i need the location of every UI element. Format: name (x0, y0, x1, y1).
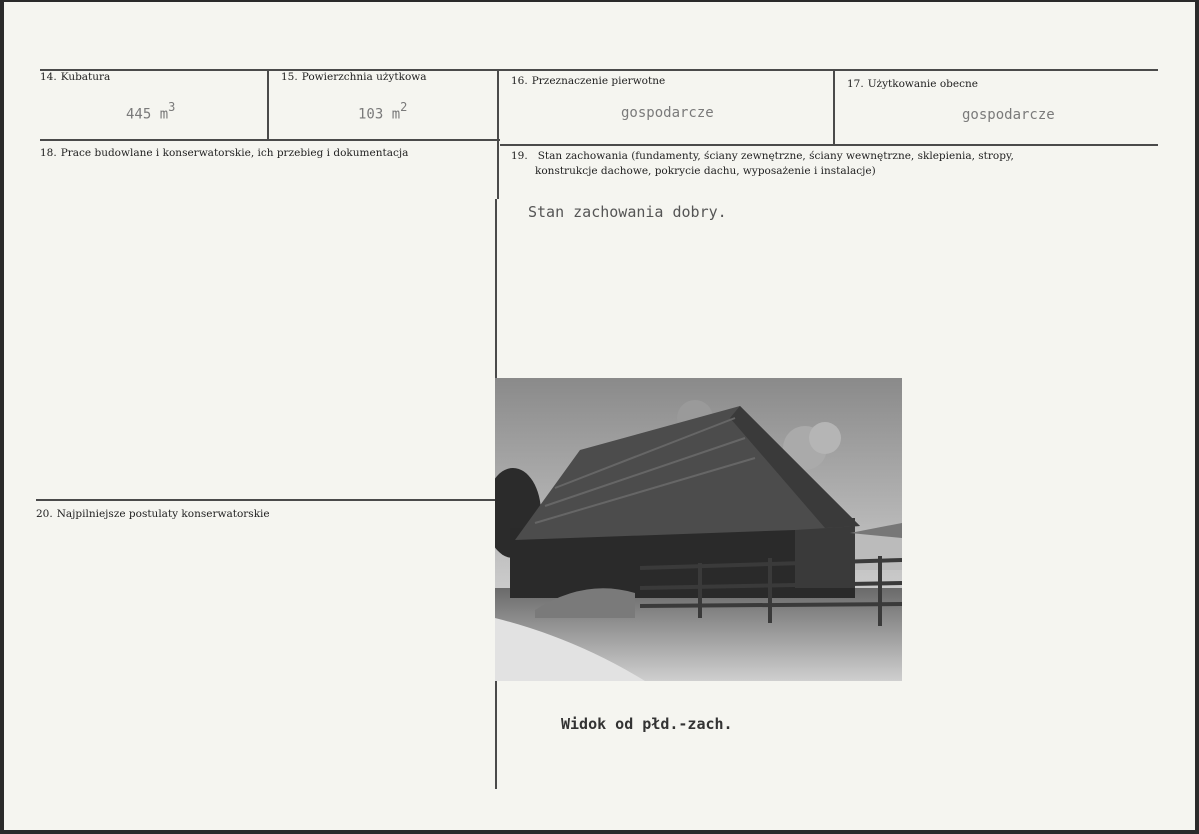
field-15-value (358, 102, 407, 123)
inventory-card (4, 2, 1195, 830)
top-rule (40, 69, 1158, 71)
field-19-value: Stan zachowania dobry. (528, 203, 727, 221)
field-16-label (511, 74, 665, 88)
field-19-number: 19. (511, 150, 528, 162)
field-15-label (281, 70, 427, 84)
field-16-number: 16. (511, 75, 528, 87)
field-14-label (40, 70, 110, 84)
field-17-title: Użytkowanie obecne (867, 78, 978, 90)
photo-caption: Widok od płd.-zach. (561, 715, 733, 733)
faded-stamp (966, 718, 1136, 768)
field-16-title: Przeznaczenie pierwotne (531, 75, 666, 87)
field-17-number: 17. (847, 78, 864, 90)
field-14-value-text: 445 m (126, 106, 169, 123)
field-14-value (126, 102, 175, 123)
field-15-number: 15. (281, 71, 298, 83)
field-20-label (36, 507, 270, 521)
row1-bottom-rule (40, 139, 500, 141)
building-photo (495, 378, 902, 681)
field-14-title: Kubatura (60, 71, 111, 83)
divider-15-16 (497, 69, 499, 199)
field-15-unit-exponent: 2 (400, 100, 408, 114)
field-19-label (511, 149, 1014, 163)
field-15-value-text: 103 m (358, 106, 401, 123)
row-20-rule (36, 499, 495, 501)
row1-bottom-rule-right (500, 144, 1158, 146)
field-17-value: gospodarcze (962, 107, 1055, 123)
field-18-title: Prace budowlane i konserwatorskie, ich przebieg i dokumentacja (60, 147, 409, 159)
field-14-unit-exponent: 3 (168, 100, 176, 114)
field-19-label-line2: konstrukcje dachowe, pokrycie dachu, wyposażenie i instalacje) (535, 165, 876, 177)
field-19-title-line1: Stan zachowania (fundamenty, ściany zewnętrzne, ściany wewnętrzne, sklepienia, stropy, (537, 150, 1014, 162)
field-17-label (847, 77, 978, 91)
field-18-label (40, 146, 408, 160)
field-14-number: 14. (40, 71, 57, 83)
divider-16-17 (833, 69, 835, 144)
field-18-number: 18. (40, 147, 57, 159)
field-16-value: gospodarcze (621, 105, 714, 121)
field-20-number: 20. (36, 508, 53, 520)
field-15-title: Powierzchnia użytkowa (301, 71, 427, 83)
divider-14-15 (267, 69, 269, 139)
field-20-title: Najpilniejsze postulaty konserwatorskie (56, 508, 270, 520)
